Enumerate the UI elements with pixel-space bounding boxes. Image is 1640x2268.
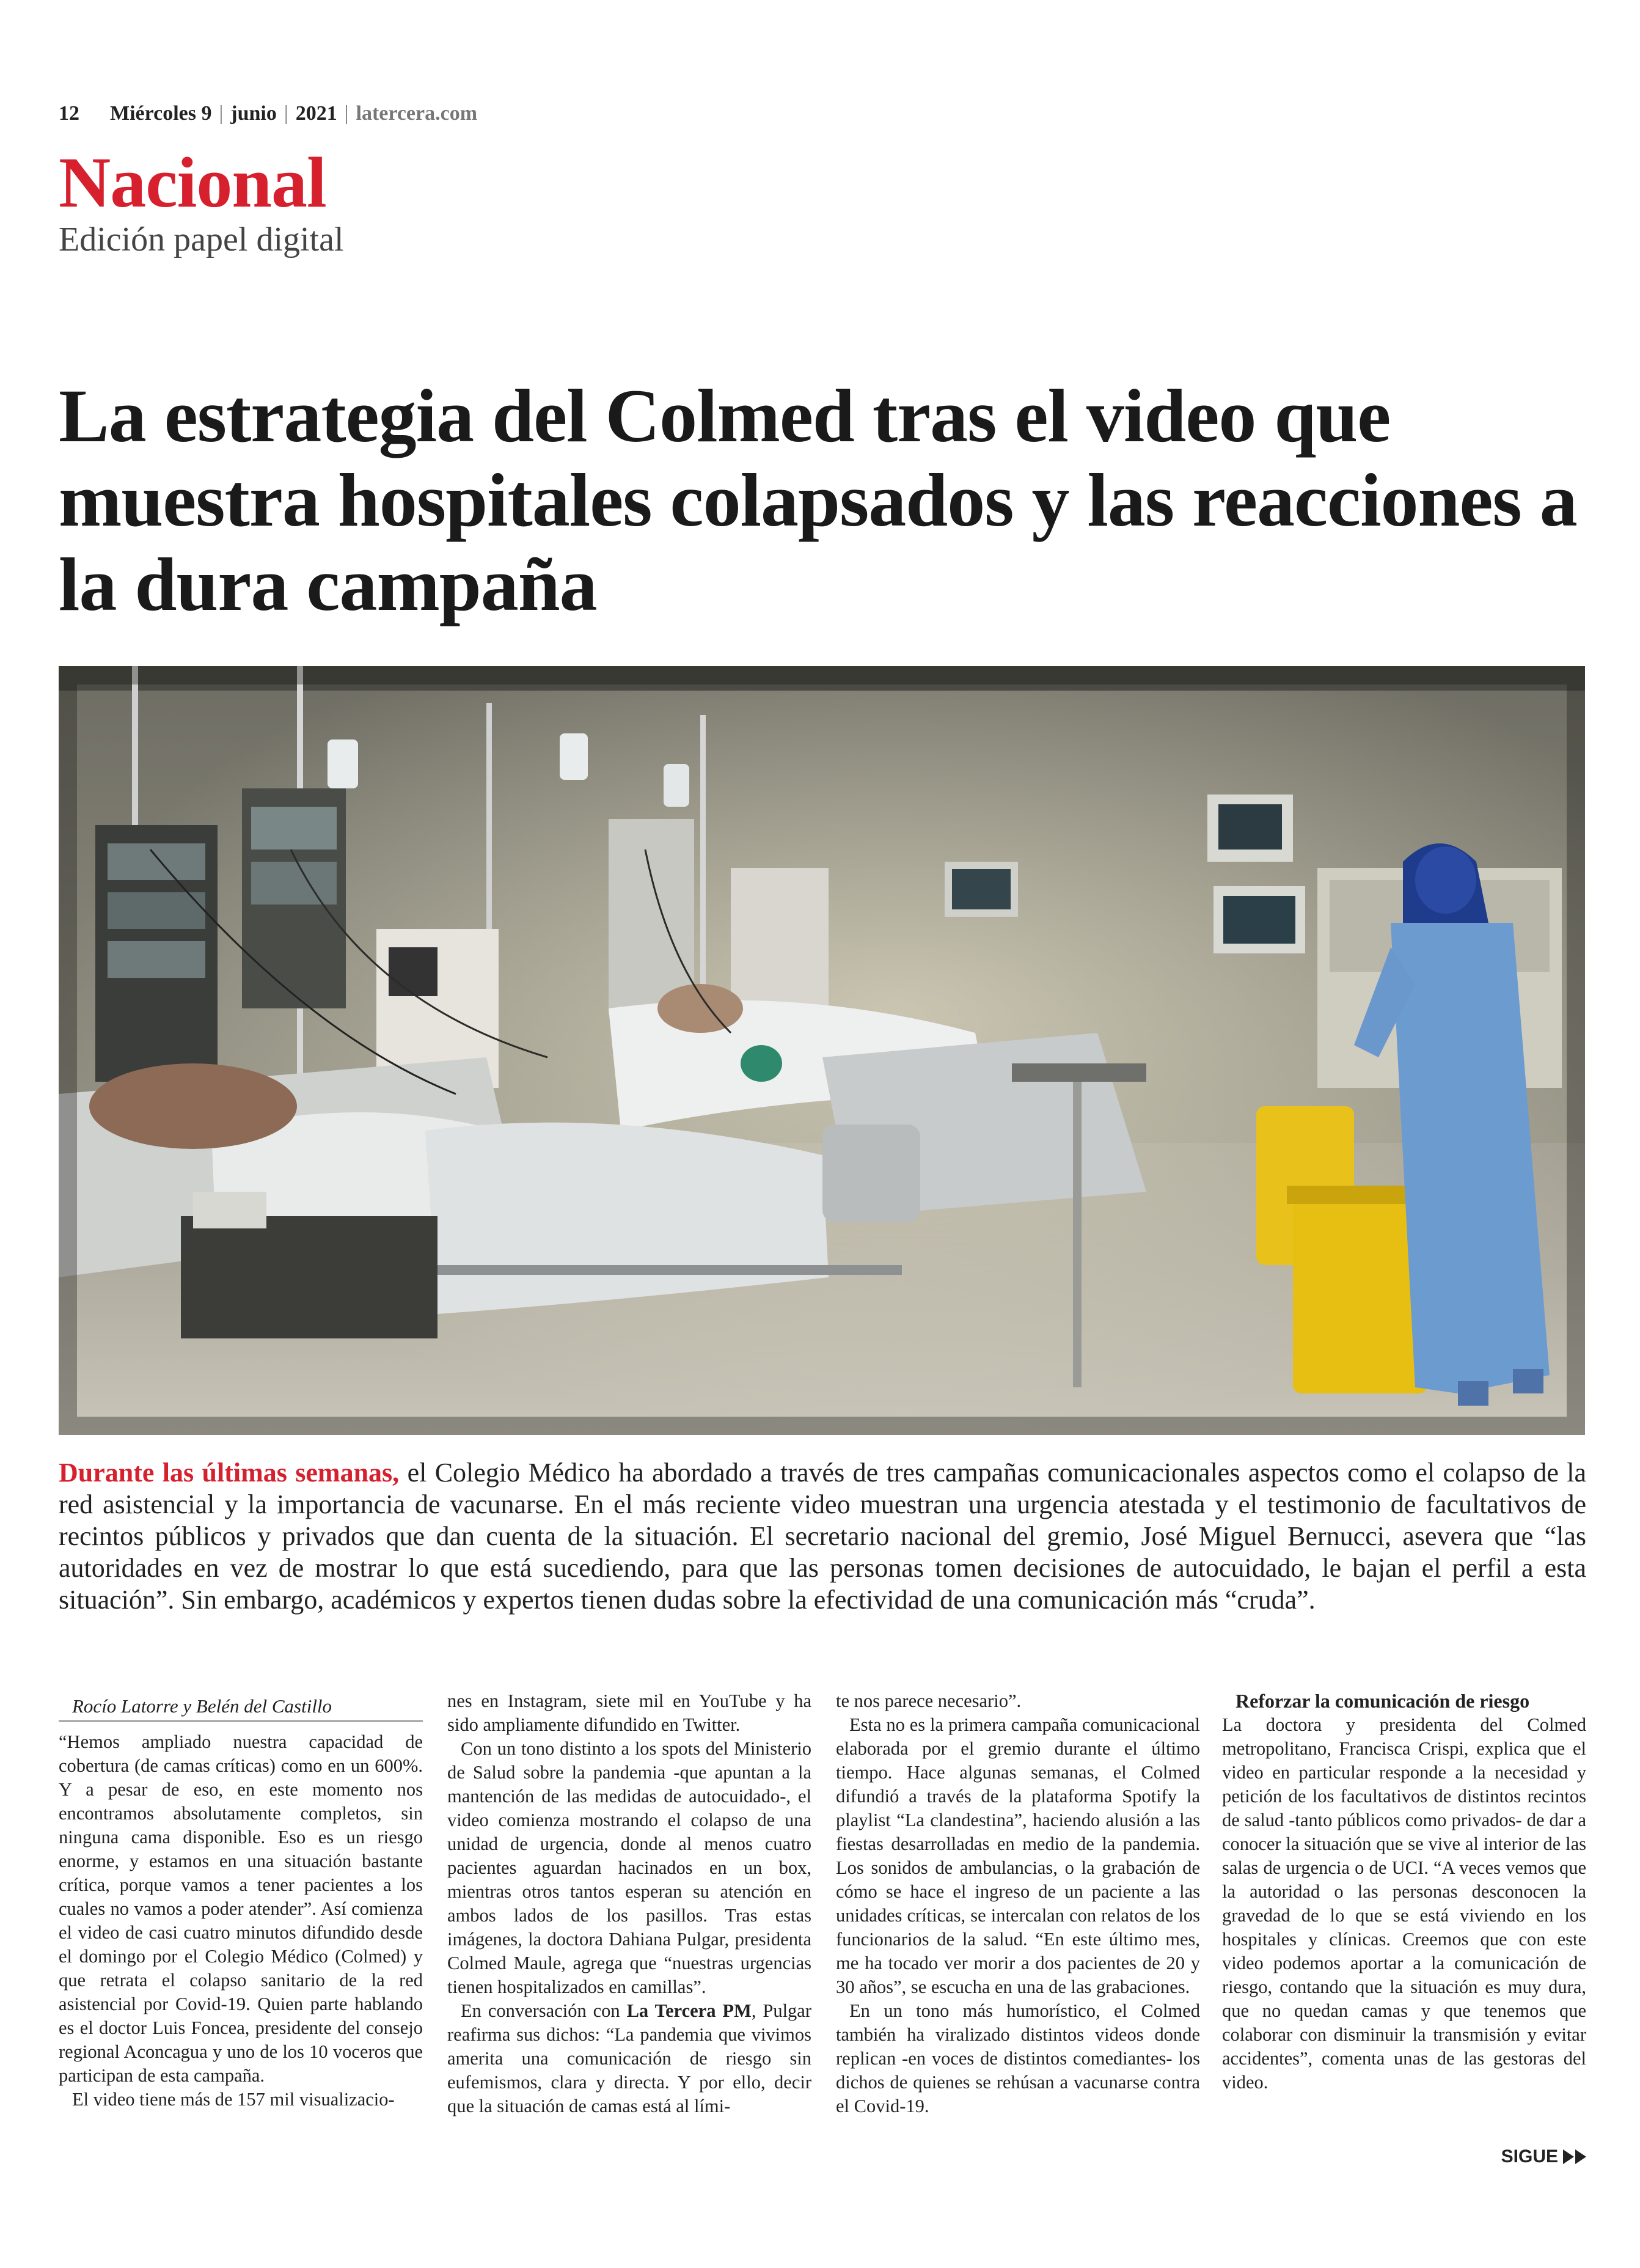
lead-text: el Colegio Médico ha abordado a través de tres campañas comunicacionales aspectos como el colapso de la red asistencial y la importancia de vacunarse. En el más reciente video muestran una urgencia atestada y el testimonio de facultativos de recintos públicos y privados que dan cuenta de la situación. El secretario nacional del gremio, José Miguel Bernucci, asevera que “las autoridades en vez de mostrar lo que está sucediendo, para que las personas tomen decisiones de autocuidado, le bajan el perfil a esta situación”. Sin embargo, académicos y expertos tienen dudas sobre la efectividad de una comunicación más “cruda”. [59, 1458, 1586, 1615]
section-subtitle: Edición papel digital [59, 221, 344, 259]
body-text: En conversación con [461, 2000, 627, 2021]
folio-year: 2021 [295, 102, 337, 125]
article-photo [59, 666, 1585, 1435]
article-lead [59, 1457, 1586, 1616]
folio-separator: | [284, 102, 288, 125]
section-title: Nacional [59, 142, 326, 222]
page-folio [59, 100, 477, 127]
section-subhead: Reforzar la comunicación de riesgo [1235, 1690, 1530, 1712]
article-headline: La estrategia del Colmed tras el video que muestra hospitales colapsados y las reacciones a la dura campaña [59, 374, 1577, 626]
body-paragraph [447, 1999, 811, 2118]
body-paragraph: El video tiene más de 157 mil visualizacio- [72, 2089, 395, 2110]
body-paragraph: nes en Instagram, siete mil en YouTube y ha sido ampliamente difundido en Twitter. [447, 1690, 811, 1735]
continue-marker [1501, 2146, 1586, 2167]
body-paragraph: En un tono más humorístico, el Colmed también ha viralizado distintos videos donde replican -en voces de distintos comediantes- los dichos de quienes se rehúsan a vacunarse contra el Covid-19. [836, 2000, 1200, 2116]
page-number: 12 [59, 102, 79, 125]
continue-label: SIGUE [1501, 2146, 1558, 2167]
body-column-1 [59, 1689, 423, 2112]
body-column-4 [1222, 1689, 1586, 2094]
body-paragraph: Esta no es la primera campaña comunicacional elaborada por el gremio durante el último tiempo. Hace algunas semanas, el Colmed difundió a través de la plataforma Spotify la playlist “La clandestina”, haciendo alusión a las fiestas desarrolladas en medio de la pandemia. Los sonidos de ambulancias, o la grabación de cómo se hace el ingreso de un paciente a las unidades críticas, se intercalan con relatos de los funcionarios de la salud. “En este último mes, me ha tocado ver morir a dos pacientes de 20 y 30 años”, se escucha en una de las grabaciones. [836, 1714, 1200, 1997]
publication-name: La Tercera PM [626, 2000, 752, 2021]
body-paragraph: La doctora y presidenta del Colmed metropolitano, Francisca Crispi, explica que el video en particular responde a la necesidad y petición de los facultativos de distintos recintos de salud -tanto públicos como privados- de dar a conocer la situación que se vive al interior de las salas de urgencia o de UCI. “A veces vemos que la autoridad o las personas desconocen la gravedad de lo que se está viviendo en los hospitales y clínicas. Creemos que con este video podemos aportar a la comunicación de riesgo, contando que la situación es muy dura, que no quedan camas y que tenemos que colaborar con disminuir la transmisión y evitar accidentes”, comenta unas de las gestoras del video. [1222, 1714, 1586, 2093]
body-column-2 [447, 1689, 811, 2118]
folio-separator: | [219, 102, 224, 125]
body-text: , Pulgar reafirma sus dichos: “La pandemia que vivimos amerita una comunicación de riesgo sin eufemismos, clara y directa. Y por ello, decir que la situación de camas está al lími- [447, 2000, 811, 2116]
body-paragraph: “Hemos ampliado nuestra capacidad de cobertura (de camas críticas) como en un 600%. Y a pesar de eso, en este momento nos encontramos absolutamente completos, sin ninguna cama disponible. Eso es un riesgo enorme, y estamos en una situación bastante crítica, porque vamos a tener pacientes a los cuales no vamos a poder atender”. Así comienza el video de casi cuatro minutos difundido desde el domingo por el Colegio Médico (Colmed) y que retrata el colapso sanitario de la red asistencial por Covid-19. Quien parte hablando es el doctor Luis Foncea, presidente del consejo regional Aconcagua y uno de los 10 voceros que participan de esta campaña. [59, 1731, 423, 2086]
double-arrow-icon [1562, 2149, 1586, 2164]
folio-month: junio [230, 102, 277, 125]
body-column-3 [836, 1689, 1200, 2118]
lead-kicker: Durante las últimas semanas, [59, 1458, 400, 1488]
folio-site: latercera.com [356, 102, 478, 125]
folio-separator: | [344, 102, 349, 125]
icu-ward-photo [59, 666, 1585, 1435]
folio-day: Miércoles 9 [110, 102, 212, 125]
body-paragraph: te nos parece necesario”. [836, 1690, 1022, 1711]
body-paragraph: Con un tono distinto a los spots del Ministerio de Salud sobre la pandemia -que apuntan a la mantención de las medidas de autocuidado-, el video comienza mostrando el colapso de una unidad de urgencia, donde al menos cuatro pacientes aguardan hacinados en un box, mientras otros tantos esperan su atención en ambos lados de los pasillos. Tras estas imágenes, la doctora Dahiana Pulgar, presidenta Colmed Maule, agrega que “nuestras urgencias tienen hospitalizados en camillas”. [447, 1738, 811, 1997]
byline: Rocío Latorre y Belén del Castillo [59, 1694, 423, 1722]
